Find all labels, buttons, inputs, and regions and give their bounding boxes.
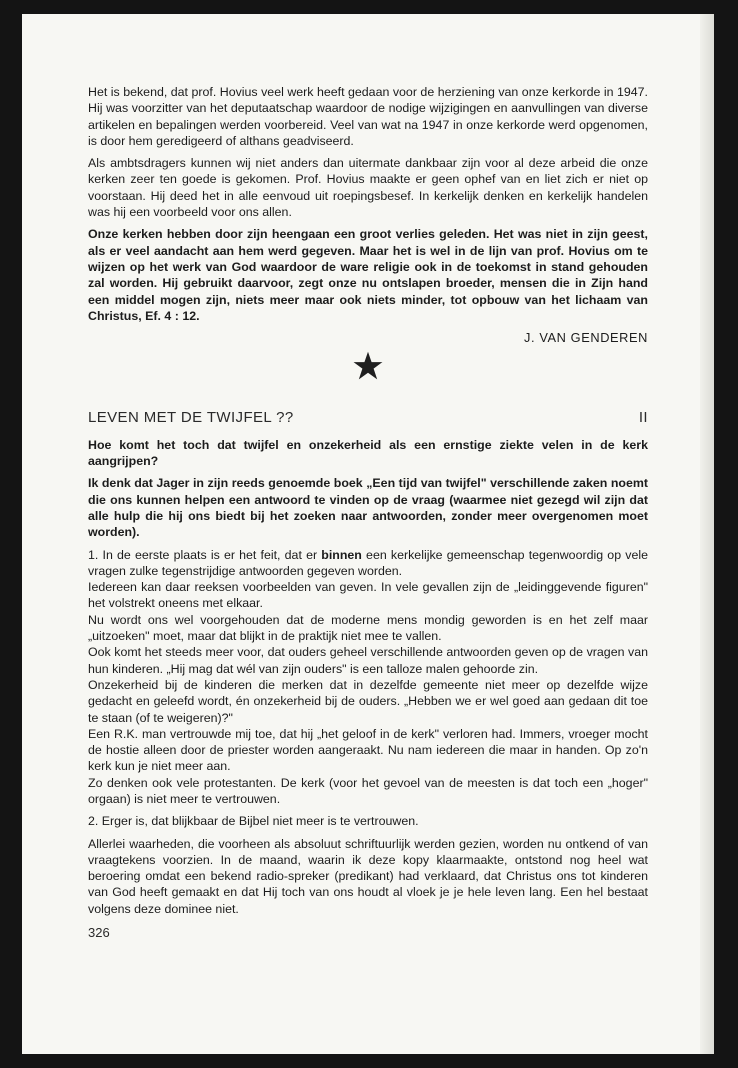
paragraph-mondig: Nu wordt ons wel voorgehouden dat de moderne mens mondig geworden is en het zelf maar „uitzoeken" moet, maar dat blijkt in de praktijk niet mee te vallen.: [88, 612, 648, 644]
point-1-start: 1. In de eerste plaats is er het feit, dat er: [88, 547, 322, 562]
paragraph-ambtsdragers: Als ambtsdragers kunnen wij niet anders dan uitermate dankbaar zijn voor al deze arbeid die onze kerken zeer ten goede is gekomen. Prof. Hovius maakte er geen ophef van en liet zich er niet op voorstaan. Hij deed het in alle eenvoud uit roepingsbesef. In kerkelijk denken en kerkelijk handelen was hij een voorbeeld voor ons allen.: [88, 156, 648, 220]
paragraph-rk-man: Een R.K. man vertrouwde mij toe, dat hij „het geloof in de kerk" verloren had. Immers, vroeger mocht de hostie alleen door de priester worden aangeraakt. Nu nam iedereen die maar in handen. Op zo'n kerk kun je niet meer aan.: [88, 726, 648, 774]
page-content: [88, 84, 648, 941]
paragraph-verlies: Onze kerken hebben door zijn heengaan een groot verlies geleden. Het was niet in zijn geest, als er veel aandacht aan hem werd gegeven. Maar het is wel in de lijn van prof. Hovius om te wijzen op het werk van God waardoor de ware religie ook in de toekomst in stand gehouden zal worden. Hij gebruikt daarvoor, zegt onze nu ontslapen broeder, mensen die in Zijn hand een middel mogen zijn, niets meer maar ook niets minder, tot opbouw van het lichaam van Christus, Ef. 4 : 12.: [88, 227, 648, 323]
paragraph-onzekerheid: Onzekerheid bij de kinderen die merken dat in dezelfde gemeente niet meer op dezelfde wijze gedacht en geleefd wordt, én onzekerheid bij de ouders. „Hebben we er wel goed aan gedaan dit toe te staan (of te weigeren)?": [88, 677, 648, 725]
paragraph-kerkorde: Het is bekend, dat prof. Hovius veel werk heeft gedaan voor de herziening van onze kerkorde in 1947. Hij was voorzitter van het deputaatschap waardoor de nodige wijzigingen en aanvullingen van diverse artikelen en bepalingen werden voorbereid. Veel van wat na 1947 in onze kerkorde werd opgenomen, is door hem geredigeerd of althans geadviseerd.: [88, 85, 648, 148]
point-1-end: een kerkelijke gemeenschap tegenwoordig op vele vragen zulke tegenstrijdige antwoorden gegeven worden.: [88, 547, 648, 578]
article-part: II: [638, 409, 648, 427]
paragraph-voorbeelden: Iedereen kan daar reeksen voorbeelden van geven. In vele gevallen zijn de „leidinggevende figuren" het volstrekt oneens met elkaar.: [88, 580, 648, 611]
author-signature: J. VAN GENDEREN: [524, 330, 648, 346]
page-fold: [700, 14, 714, 1054]
point-1-emphasis: binnen: [321, 547, 362, 562]
paragraph-point-2: 2. Erger is, dat blijkbaar de Bijbel niet meer is te vertrouwen.: [88, 814, 419, 829]
paragraph-waarheden: Allerlei waarheden, die voorheen als absoluut schriftuurlijk werden gezien, worden nu ontkend of van vraagtekens voorzien. In de maand, waarin ik deze kopy klaarmaakte, ontstond nog heel wat beroering omdat een bekend radio-spreker (predikant) had verklaard, dat Christus ons tot kinderen van God heeft gemaakt en dat Hij toch van ons houdt al vloek je je hele leven lang. Een hel bestaat volgens deze dominee niet.: [88, 836, 648, 916]
paragraph-ouders: Ook komt het steeds meer voor, dat ouders geheel verschillende antwoorden geven op de vragen van hun kinderen. „Hij mag dat wél van zijn ouders" is een talloze malen gehoorde zin.: [88, 645, 648, 676]
page-number: 326: [88, 925, 110, 941]
star-ornament-icon: [351, 350, 385, 384]
paragraph-protestanten: Zo denken ook vele protestanten. De kerk (voor het gevoel van de meesten is dat toch een „hoger" orgaan) is niet meer te vertrouwen.: [88, 775, 648, 806]
section-divider: [88, 350, 648, 392]
paragraph-jager: Ik denk dat Jager in zijn reeds genoemde boek „Een tijd van twijfel" verschillende zaken noemt die ons kunnen helpen een antwoord te vinden op de vraag (waarmee niet gezegd wil zijn dat alle hulp die hij ons biedt bij het zoeken naar antwoorden, zonder meer overgenomen moet worden).: [88, 476, 648, 540]
paragraph-question: Hoe komt het toch dat twijfel en onzekerheid als een ernstige ziekte velen in de kerk aangrijpen?: [88, 437, 648, 469]
section-heading: [88, 410, 648, 426]
article-title: LEVEN MET DE TWIJFEL ??: [88, 409, 294, 427]
paragraph-point-1: [88, 547, 648, 580]
